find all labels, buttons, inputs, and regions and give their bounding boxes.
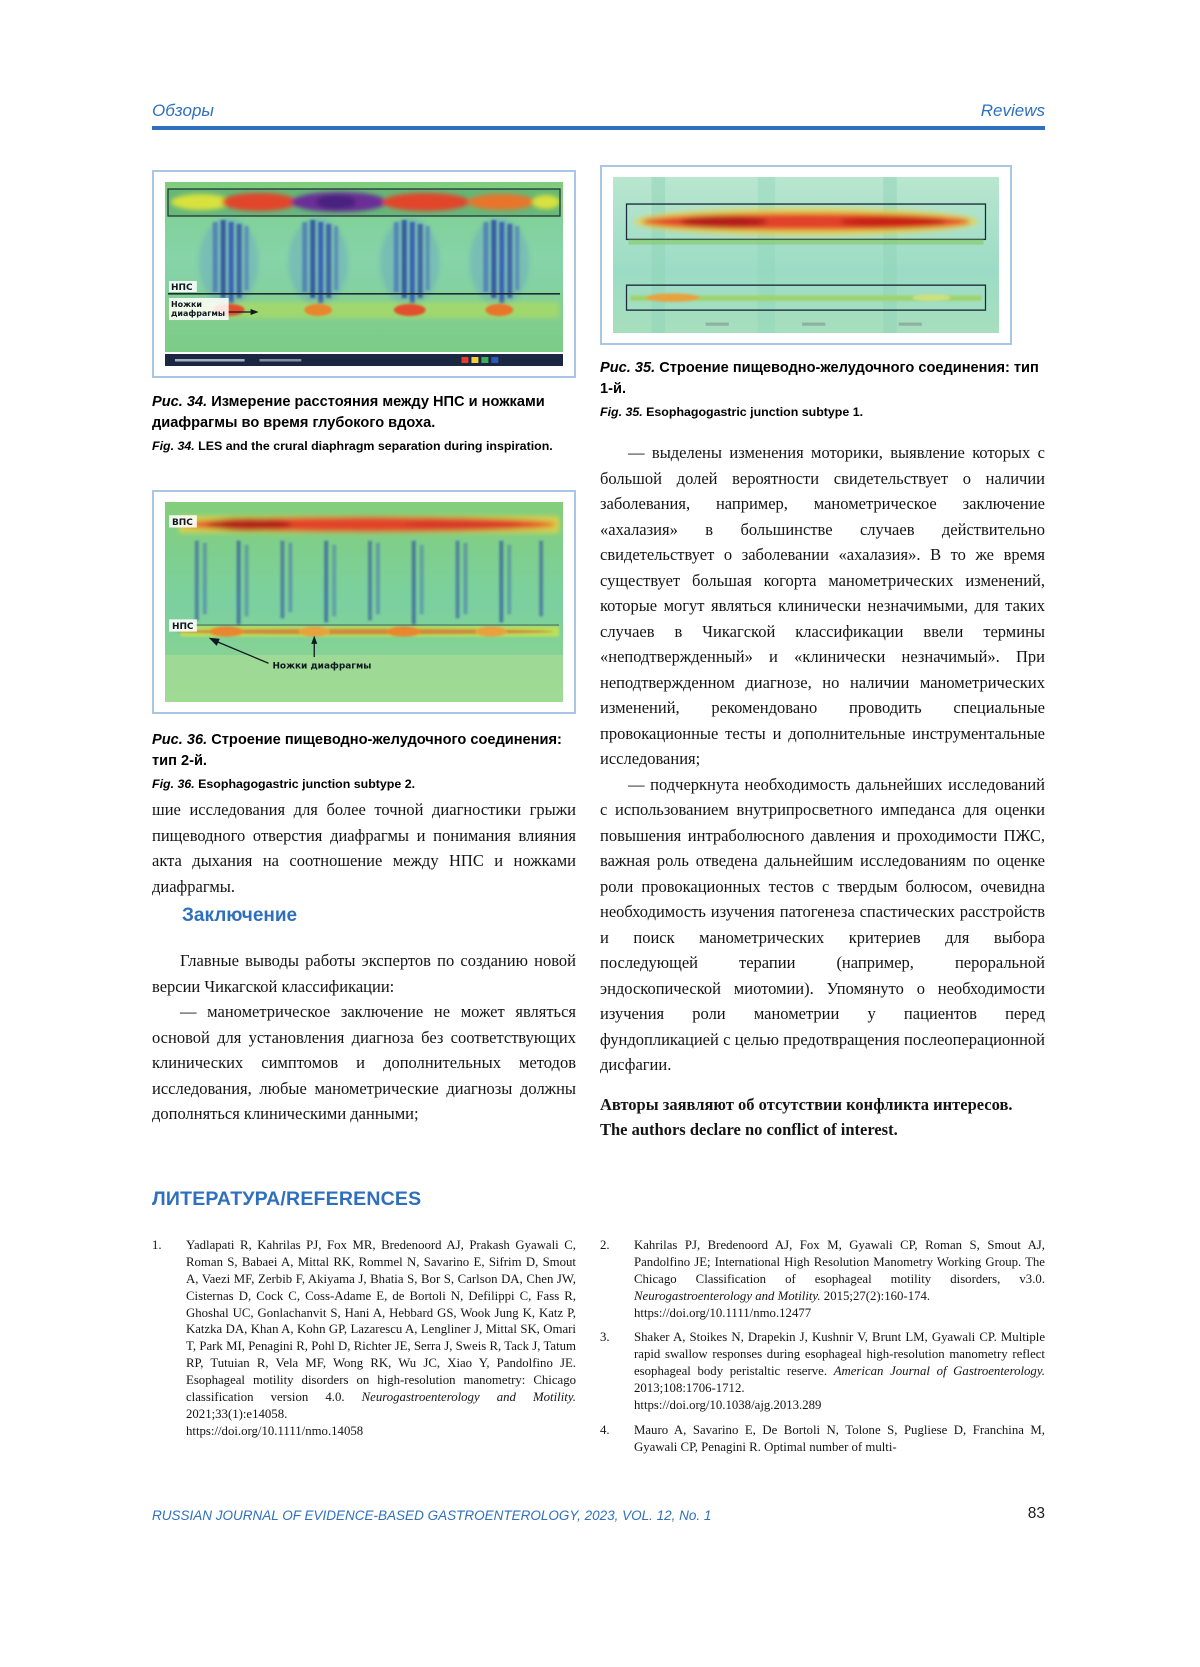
conflict-statement-ru: Авторы заявляют об отсутствии конфликта интересов. bbox=[600, 1094, 1013, 1114]
reference-1-number: 1. bbox=[152, 1238, 162, 1252]
fig35-manometry-plot bbox=[613, 177, 999, 333]
fig34-caption-en-text: LES and the crural diaphragm separation during inspiration. bbox=[198, 439, 553, 454]
fig36-crura-label: Ножки диафрагмы bbox=[272, 661, 372, 672]
fig34-crura-label-1: Ножки bbox=[170, 299, 202, 310]
fig36-caption-ru-label: Рис. 36. bbox=[152, 732, 208, 748]
reference-3-text bbox=[634, 1329, 1045, 1413]
reference-4-number: 4. bbox=[600, 1422, 610, 1437]
figure-34-frame bbox=[152, 170, 576, 378]
figure-35-caption bbox=[600, 358, 1048, 421]
conclusion-heading: Заключение bbox=[182, 905, 298, 926]
reference-1-cite: 2021;33(1):e14058. bbox=[186, 1406, 288, 1421]
fig36-manometry-plot bbox=[165, 502, 563, 702]
reference-4-authors-title: Mauro A, Savarino E, De Bortoli N, Tolone S, Pugliese D, Franchina M, Gyawali CP, Penagini R. Optimal number of multi- bbox=[634, 1422, 1045, 1454]
footer-journal-title: RUSSIAN JOURNAL OF EVIDENCE-BASED GASTROENTEROLOGY, 2023, VOL. 12, No. 1 bbox=[152, 1508, 712, 1523]
conclusion-text bbox=[152, 948, 576, 1127]
fig34-manometry-plot bbox=[165, 182, 563, 366]
reference-item-1 bbox=[152, 1237, 576, 1440]
conclusion-paragraph-2: — манометрическое заключение не может являться основой для установления диагноза без соответствующих клинических симптомов и дополнительных методов исследования, любые манометрические диагнозы должны дополняться клиническими данными; bbox=[152, 1002, 576, 1123]
figure-36-caption bbox=[152, 730, 584, 793]
reference-1-text bbox=[186, 1237, 576, 1440]
fig34-caption-ru-text: Измерение расстояния между НПС и ножками диафрагмы во время глубокого вдоха. bbox=[152, 394, 545, 431]
reference-3-cite: 2013;108:1706-1712. bbox=[634, 1381, 745, 1396]
running-head-en: Reviews bbox=[980, 101, 1045, 120]
reference-item-2 bbox=[600, 1237, 1045, 1321]
fig34-les-label: НПС bbox=[170, 282, 193, 294]
fig35-caption-en-label: Fig. 35. bbox=[600, 405, 643, 420]
reference-4-text bbox=[634, 1422, 1045, 1456]
reference-2-doi-link[interactable]: https://doi.org/10.1111/nmo.12477 bbox=[634, 1305, 812, 1320]
reference-3-authors-title: Shaker A, Stoikes N, Drapekin J, Kushnir V, Brunt LM, Gyawali CP. Multiple rapid swallow responses during esophageal high-resolution manometry reflect esophageal body peristaltic reserve. bbox=[634, 1330, 1045, 1379]
figure-35-frame bbox=[600, 165, 1012, 345]
fig36-caption-en-text: Esophagogastric junction subtype 2. bbox=[198, 777, 416, 792]
reference-1-doi-link[interactable]: https://doi.org/10.1111/nmo.14058 bbox=[186, 1423, 364, 1438]
right-paragraph-2: — подчеркнута необходимость дальнейших исследований с использованием внутрипросветного импеданса для оценки повышения интраболюсного давления и проходимости ПЖС, важная роль отведена дальнейшим исследованиям по оценке роли провокационных тестов с твердым болюсом, очевидна необходимость изучения патогенеза спастических расстройств и поиск манометрических критериев для выбора последующей терапии (например, пероральной эндоскопической миотомии). Упомянуто о необходимости изучения роли манометрии у пациентов перед фундопликацией с целью предотвращения послеоперационной дисфагии. bbox=[600, 774, 1045, 1074]
figure-34-caption bbox=[152, 392, 582, 455]
fig36-ues-label: ВПС bbox=[171, 517, 193, 528]
running-head-ru: Обзоры bbox=[152, 101, 214, 120]
reference-3-number: 3. bbox=[600, 1330, 610, 1345]
reference-1-authors-title: Yadlapati R, Kahrilas PJ, Fox MR, Bredenoord AJ, Prakash Gyawali C, Roman S, Babaei A, Mittal RK, Rommel N, Savarino E, Sifrim D, Smout A, Vaezi MF, Zerbib F, Akiyama J, Bhatia S, Bor S, Carlson DA, Chen JW, Cisternas D, Cock C, Coss-Adame E, de Bortoli N, Defilippi C, Fass R, Ghoshal UC, Gonlachanvit S, Hani A, Hebbard GS, Wook Jung K, Katz P, Katzka DA, Khan A, Kohn GP, Lazarescu A, Lengliner J, Mittal SK, Omari T, Park MI, Penagini R, Pohl D, Richter JE, Serra J, Sweis R, Tack J, Tatum RP, Tutuian R, Vela MF, Wong RK, Wu JC, Xiao Y, Pandolfino JE. Esophageal motility disorders on high-resolution manometry: Chicago classification version 4.0. bbox=[186, 1238, 576, 1405]
reference-3-journal: American Journal of Gastroenterology. bbox=[833, 1364, 1045, 1379]
fig35-caption-en-text: Esophagogastric junction subtype 1. bbox=[646, 405, 864, 420]
fig36-caption-ru-text: Строение пищеводно-желудочного соединения: тип 2-й. bbox=[152, 732, 562, 769]
fig35-caption-ru-label: Рис. 35. bbox=[600, 360, 656, 376]
references-right-column bbox=[600, 1237, 1045, 1464]
fig36-les-label: НПС bbox=[171, 621, 194, 633]
fig34-caption-en-label: Fig. 34. bbox=[152, 439, 195, 454]
reference-item-4 bbox=[600, 1422, 1045, 1456]
conflict-statement-en: The authors declare no conflict of interest. bbox=[600, 1120, 898, 1139]
fig34-crura-label-2: диафрагмы bbox=[170, 308, 226, 319]
reference-3-doi-link[interactable]: https://doi.org/10.1038/ajg.2013.289 bbox=[634, 1398, 822, 1413]
fig36-caption-en-label: Fig. 36. bbox=[152, 777, 195, 792]
footer-page-number: 83 bbox=[1027, 1505, 1045, 1522]
reference-2-number: 2. bbox=[600, 1238, 610, 1252]
reference-2-text bbox=[634, 1237, 1045, 1321]
right-paragraph-1: — выделены изменения моторики, выявление которых с большой долей вероятности свидетельствует о наличии заболевания, например, манометрическое заключение «ахалазия» в большинстве случаев действительно свидетельствует о заболевании «ахалазия». В то же время существует большая когорта манометрических изменений, которые могут являться клинически незначимыми, для таких случаев в Чикагской классификации ввели термины «неподтвержденный» и «клинически незначимый». При неподтвержденном диагнозе, но наличии манометрических изменений, рекомендовано проводить специальные провокационные тесты и дополнительные инструментальные исследования; bbox=[600, 443, 1045, 768]
fig35-caption-ru-text: Строение пищеводно-желудочного соединения: тип 1-й. bbox=[600, 360, 1039, 397]
left-column-continuation bbox=[152, 797, 576, 899]
fig34-caption-ru-label: Рис. 34. bbox=[152, 394, 208, 410]
reference-item-3 bbox=[600, 1329, 1045, 1413]
reference-1-journal: Neurogastroenterology and Motility. bbox=[361, 1390, 576, 1405]
header-rule bbox=[152, 126, 1045, 130]
left-paragraph: шие исследования для более точной диагностики грыжи пищеводного отверстия диафрагмы и понимания влияния акта дыхания на соотношение между НПС и ножками диафрагмы. bbox=[152, 800, 576, 896]
references-left-column bbox=[152, 1237, 576, 1448]
conclusion-paragraph-1: Главные выводы работы экспертов по созданию новой версии Чикагской классификации: bbox=[152, 951, 576, 996]
figure-36-frame bbox=[152, 490, 576, 714]
reference-2-journal: Neurogastroenterology and Motility. bbox=[634, 1288, 821, 1303]
references-heading: ЛИТЕРАТУРА/REFERENCES bbox=[152, 1188, 422, 1210]
reference-2-authors-title: Kahrilas PJ, Bredenoord AJ, Fox M, Gyawali CP, Roman S, Smout AJ, Pandolfino JE; International High Resolution Manometry Working Group. The Chicago Classification of esophageal motility disorders, v3.0. bbox=[634, 1238, 1045, 1286]
reference-2-cite: 2015;27(2):160-174. bbox=[820, 1288, 931, 1303]
right-column-text bbox=[600, 440, 1045, 1143]
